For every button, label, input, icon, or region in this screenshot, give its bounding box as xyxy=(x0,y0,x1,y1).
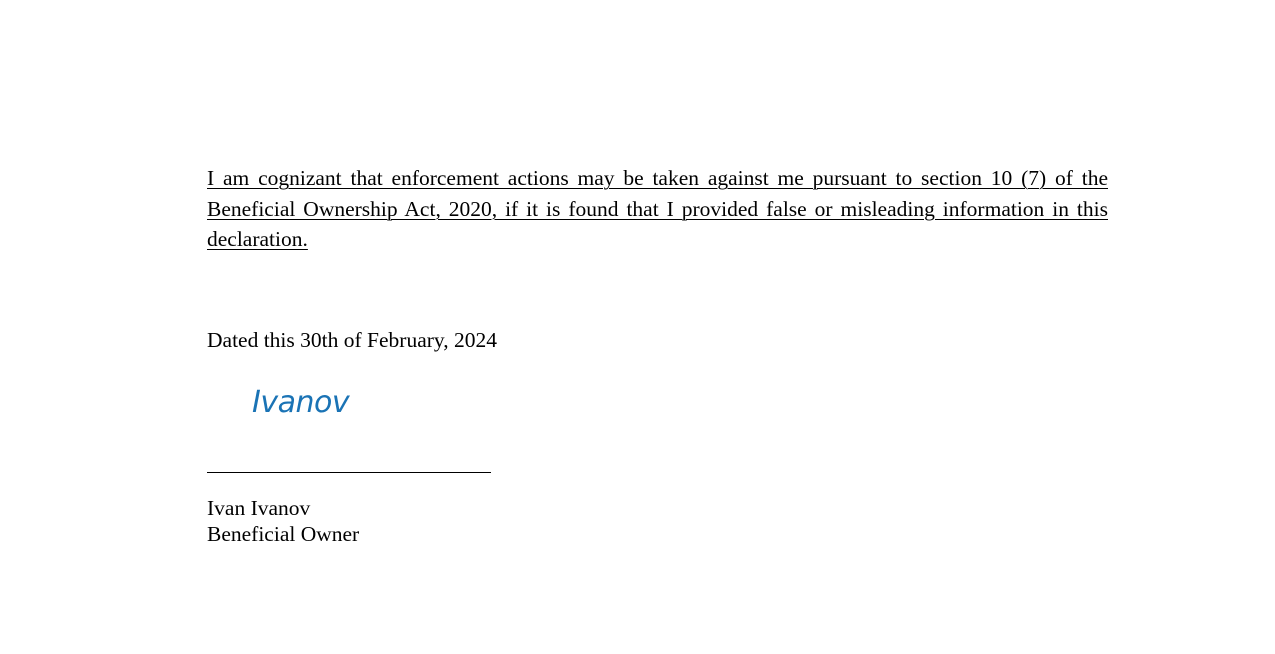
declaration-paragraph: I am cognizant that enforcement actions may be taken against me pursuant to section 10 (7) of the Beneficial Ownership Act, 2020, if it is found that I provided false or misleading information in this declaration. xyxy=(207,166,1108,251)
signer-title: Beneficial Owner xyxy=(207,522,360,546)
dated-line: Dated this 30th of February, 2024 xyxy=(207,328,497,352)
handwritten-signature: Ivanov xyxy=(252,385,350,420)
signature-line xyxy=(207,472,491,473)
signer-name: Ivan Ivanov xyxy=(207,496,311,520)
